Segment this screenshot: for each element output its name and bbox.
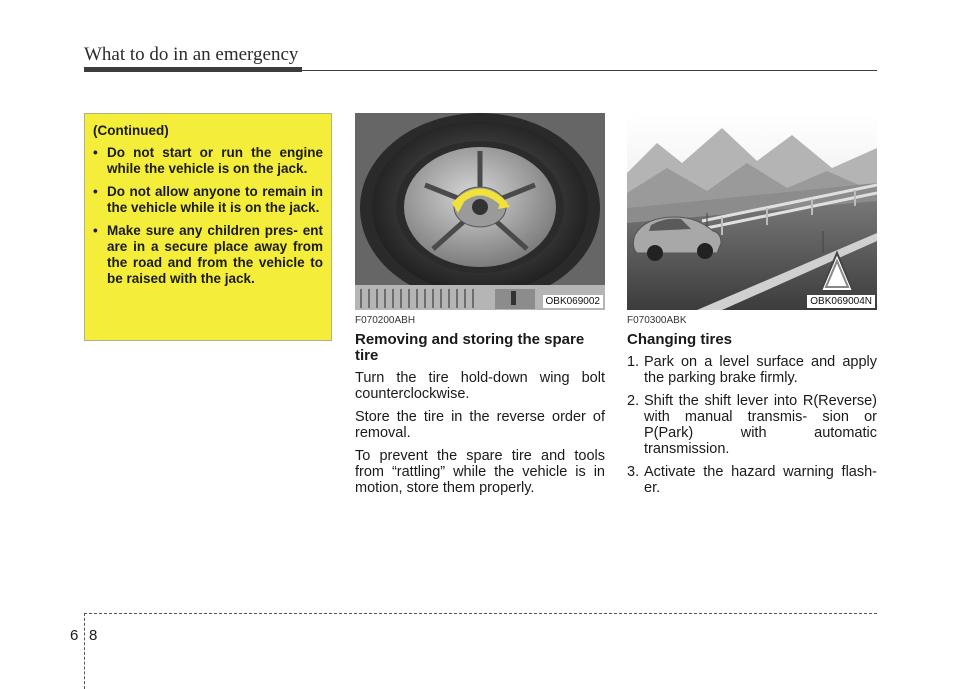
step-number: 3. [627, 464, 640, 480]
road-warning-figure [627, 113, 877, 310]
spare-tire-figure [355, 113, 605, 310]
warning-item-text: Do not allow anyone to remain in the vehicle while it is on the jack. [107, 184, 323, 215]
step-item [627, 393, 877, 457]
step-text: Shift the shift lever into R(Reverse) with manual transmis- sion or P(Park) with automatic transmission. [644, 393, 877, 457]
figure-code: OBK069004N [807, 295, 875, 308]
road-warning-illustration [627, 113, 877, 310]
steps-list [627, 354, 877, 496]
paragraph: Store the tire in the reverse order of removal. [355, 409, 605, 441]
warning-item [93, 145, 323, 177]
header-rule [302, 70, 877, 71]
step-number: 1. [627, 354, 640, 370]
paragraph: Turn the tire hold-down wing bolt counterclockwise. [355, 370, 605, 402]
paragraph: To prevent the spare tire and tools from “rattling” while the vehicle is in motion, store them properly. [355, 448, 605, 496]
warning-item [93, 184, 323, 216]
footer-rule-vertical [84, 613, 85, 689]
step-text: Activate the hazard warning flash- er. [644, 464, 877, 496]
spare-tire-illustration [355, 113, 605, 310]
warning-item [93, 223, 323, 287]
warning-item-text: Make sure any children pres- ent are in a secure place away from the road and from the vehicle to be raised with the jack. [107, 223, 323, 286]
section-code: F070300ABK [627, 315, 687, 326]
step-item [627, 354, 877, 386]
step-item [627, 464, 877, 496]
page-number: 8 [89, 627, 98, 644]
chapter-number: 6 [70, 627, 79, 644]
section-title: Removing and storing the spare tire [355, 331, 585, 364]
section-code: F070200ABH [355, 315, 416, 326]
step-text: Park on a level surface and apply the parking brake firmly. [644, 354, 877, 386]
section-changing-tires [627, 315, 877, 503]
bullet: • [93, 184, 98, 199]
figure-code: OBK069002 [543, 295, 604, 308]
bullet: • [93, 145, 98, 160]
section-spare-tire [355, 315, 605, 503]
warning-list [93, 145, 323, 287]
bullet: • [93, 223, 98, 238]
page-header-title: What to do in an emergency [84, 44, 299, 65]
header-bar [84, 67, 302, 72]
continued-label: (Continued) [93, 123, 169, 138]
footer-rule-horizontal [84, 613, 877, 614]
warning-box [84, 113, 332, 341]
step-number: 2. [627, 393, 640, 409]
section-title: Changing tires [627, 331, 733, 348]
warning-item-text: Do not start or run the engine while the vehicle is on the jack. [107, 145, 323, 176]
